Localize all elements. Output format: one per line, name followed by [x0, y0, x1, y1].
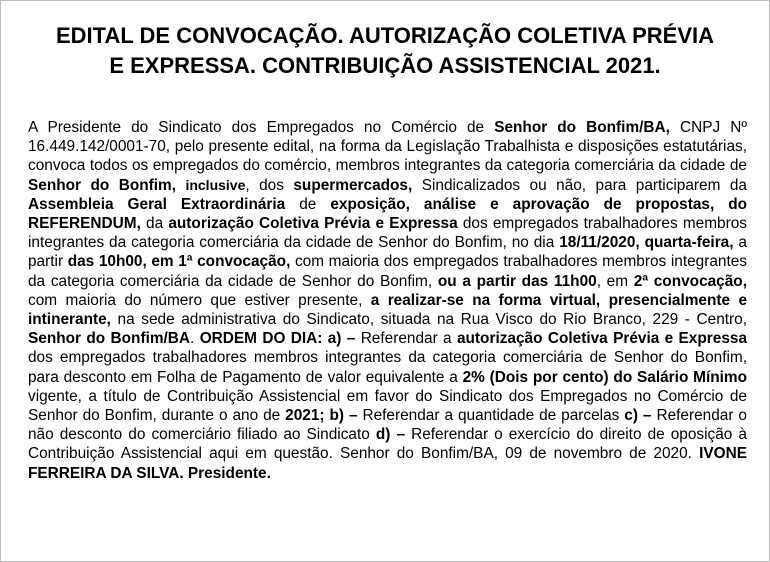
- text-segment: a partir: [28, 234, 747, 271]
- bold-text-segment: inclusive: [185, 176, 246, 193]
- text-segment: Referendar a: [355, 330, 457, 348]
- bold-text-segment: supermercados,: [293, 176, 413, 194]
- text-segment: , dos: [245, 176, 294, 194]
- bold-text-segment: d) –: [375, 426, 406, 444]
- text-segment: CNPJ Nº 16.449.142/0001-70, pelo presente edital, na forma da Legislação Trabalhista e disposições estatutárias, convoca todos os empregados do comércio, membros integrantes da categoria comerciária da cidade de: [28, 119, 747, 175]
- text-segment: Sindicalizados ou não, para participarem da: [412, 176, 747, 194]
- text-segment: Referendar a quantidade de parcelas: [357, 407, 625, 425]
- bold-text-segment: ORDEM DO DIA: a) –: [199, 330, 356, 348]
- document-title: [21, 21, 749, 81]
- bold-text-segment: c) –: [624, 407, 652, 425]
- bold-text-segment: Senhor do Bonfim,: [28, 176, 176, 194]
- text-segment: dos empregados trabalhadores membros integrantes da categoria comerciária da cidade de Senhor do Bonfim, no dia: [28, 215, 747, 252]
- bold-text-segment: 2% (Dois por cento) do Salário Mínimo: [462, 368, 747, 386]
- text-segment: da: [140, 215, 169, 233]
- bold-text-segment: IVONE FERREIRA DA SILVA. Presidente.: [28, 445, 747, 482]
- text-segment: .: [190, 330, 200, 348]
- bold-text-segment: autorização Coletiva Prévia e Expressa: [168, 215, 458, 233]
- text-segment: de: [285, 195, 331, 213]
- text-segment: , em: [596, 272, 634, 290]
- bold-text-segment: ou a partir das 11h00: [437, 272, 597, 290]
- edital-body-paragraph: [28, 118, 747, 483]
- text-segment: Referendar o não desconto do comerciário filiado ao Sindicato: [28, 407, 747, 444]
- bold-text-segment: 2ª convocação,: [633, 272, 747, 290]
- text-segment: com maioria do número que estiver presente,: [28, 291, 371, 309]
- bold-text-segment: das 10h00, em 1ª convocação,: [67, 253, 291, 271]
- bold-text-segment: a realizar-se na forma virtual, presencialmente e intinerante,: [28, 291, 748, 329]
- text-segment: A Presidente do Sindicato dos Empregados no Comércio de: [28, 119, 495, 136]
- bold-text-segment: Assembleia Geral Extraordinária: [28, 195, 286, 213]
- bold-text-segment: 18/11/2020, quarta-feira,: [559, 234, 734, 252]
- bold-text-segment: Senhor do Bonfim/BA,: [494, 119, 670, 136]
- text-segment: com maioria dos empregados trabalhadores membros integrantes da categoria comerciária da cidade de Senhor do Bonfim,: [28, 253, 747, 290]
- text-segment: vigente, a título de Contribuição Assistencial em favor do Sindicato dos Empregados no Comércio de Senhor do Bonfim, durante o ano de: [28, 387, 747, 425]
- bold-text-segment: exposição, análise e aprovação de propostas, do REFERENDUM,: [28, 195, 748, 233]
- title-line-1: EDITAL DE CONVOCAÇÃO. AUTORIZAÇÃO COLETIVA PRÉVIA: [56, 23, 714, 48]
- bold-text-segment: Senhor do Bonfim/BA: [28, 330, 191, 348]
- text-segment: dos empregados trabalhadores membros integrantes da categoria comerciária de Senhor do Bonfim, para desconto em Folha de Pagamento de valor equivalente a: [28, 349, 747, 386]
- bold-text-segment: 2021; b) –: [285, 407, 358, 425]
- title-line-2: E EXPRESSA. CONTRIBUIÇÃO ASSISTENCIAL 2021.: [109, 53, 661, 78]
- text-segment: Referendar o exercício do direito de oposição à Contribuição Assistencial aqui em questão. Senhor do Bonfim/BA, 09 de novembro de 2020.: [28, 426, 747, 463]
- text-segment: na sede administrativa do Sindicato, situada na Rua Visco do Rio Branco, 229 - Centro,: [110, 311, 747, 329]
- bold-text-segment: autorização Coletiva Prévia e Expressa: [456, 330, 747, 348]
